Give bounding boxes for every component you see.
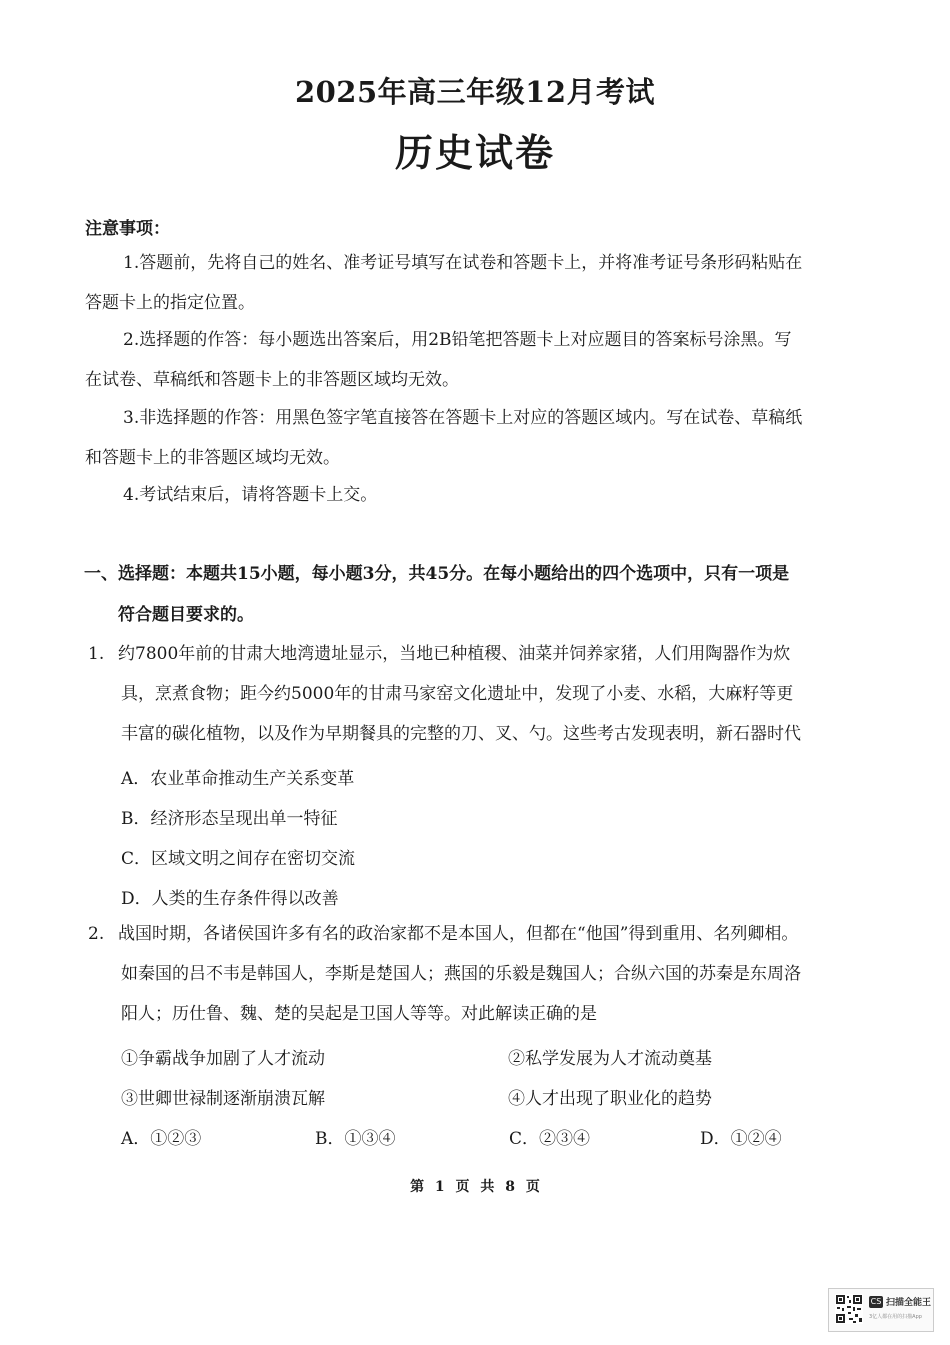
question-2-option-d[interactable]: D．①②④ (700, 1129, 782, 1149)
page-number: 第 1 页 共 8 页 (410, 1179, 540, 1195)
notice-item-2 (85, 320, 893, 400)
notice-item-1-line2: 答题卡上的指定位置。 (85, 293, 255, 313)
notice-item-1 (85, 243, 893, 323)
subject-title: 历史试卷 (394, 130, 555, 175)
section-heading (84, 554, 894, 636)
question-1-option-c[interactable]: C．区域文明之间存在密切交流 (121, 849, 356, 869)
question-2-statement-4: ④人才出现了职业化的趋势 (508, 1089, 712, 1109)
question-1-option-d[interactable]: D．人类的生存条件得以改善 (121, 889, 339, 909)
question-1-line2: 具，烹煮食物；距今约5000年的甘肃马家窑文化遗址中，发现了小麦、水稻，大麻籽等更 (121, 684, 794, 704)
notice-item-2-line1: 2.选择题的作答：每小题选出答案后，用2B铅笔把答题卡上对应题目的答案标号涂黑。写 (123, 330, 792, 350)
notice-item-4 (85, 475, 893, 515)
camscanner-logo-icon: CS (870, 1297, 882, 1306)
notice-item-1-line1: 1.答题前，先将自己的姓名、准考证号填写在试卷和答题卡上，并将准考证号条形码粘贴在 (123, 253, 803, 273)
question-1-line3: 丰富的碳化植物，以及作为早期餐具的完整的刀、叉、勺。这些考古发现表明，新石器时代 (121, 724, 801, 744)
question-1-line1: 约7800年前的甘肃大地湾遗址显示，当地已种植稷、油菜并饲养家猪，人们用陶器作为炊 (118, 644, 791, 664)
question-2-stem (88, 914, 894, 1034)
question-1-number: 1. (88, 644, 105, 664)
question-2-line2: 如秦国的吕不韦是韩国人，李斯是楚国人；燕国的乐毅是魏国人；合纵六国的苏秦是东周洛 (121, 964, 801, 984)
notice-item-2-line2: 在试卷、草稿纸和答题卡上的非答题区域均无效。 (85, 370, 459, 390)
question-2-option-a[interactable]: A．①②③ (121, 1129, 202, 1149)
question-1-option-a[interactable]: A．农业革命推动生产关系变革 (121, 769, 355, 789)
question-1-option-b[interactable]: B．经济形态呈现出单一特征 (121, 809, 338, 829)
camscanner-name: 扫描全能王 (886, 1298, 932, 1308)
question-2-line1: 战国时期，各诸侯国许多有名的政治家都不是本国人，但都在“他国”得到重用、名列卿相。 (118, 924, 799, 944)
question-2-option-b[interactable]: B．①③④ (315, 1129, 396, 1149)
camscanner-watermark (828, 1288, 934, 1332)
question-1-stem (88, 634, 894, 754)
notice-item-3-line2: 和答题卡上的非答题区域均无效。 (85, 448, 340, 468)
exam-title: 2025年高三年级12月考试 (294, 75, 656, 109)
question-2-line3: 阳人；历仕鲁、魏、楚的吴起是卫国人等等。对此解读正确的是 (121, 1004, 597, 1024)
section-heading-line2: 符合题目要求的。 (118, 605, 254, 625)
question-2-statement-2: ②私学发展为人才流动奠基 (508, 1049, 712, 1069)
question-2-option-c[interactable]: C．②③④ (509, 1129, 591, 1149)
question-2-statement-1: ①争霸战争加剧了人才流动 (121, 1049, 325, 1069)
qr-code-icon (835, 1294, 863, 1324)
section-heading-line1: 一、选择题：本题共15小题，每小题3分，共45分。在每小题给出的四个选项中，只有一项是 (84, 564, 790, 584)
notice-heading: 注意事项： (85, 219, 170, 239)
question-2-number: 2. (88, 924, 105, 944)
notice-item-4-line1: 4.考试结束后，请将答题卡上交。 (123, 485, 378, 505)
notice-item-3 (85, 398, 893, 478)
question-2-statement-3: ③世卿世禄制逐渐崩溃瓦解 (121, 1089, 325, 1109)
camscanner-tagline: 3亿人都在用的扫描App (869, 1314, 922, 1320)
notice-item-3-line1: 3.非选择题的作答：用黑色签字笔直接答在答题卡上对应的答题区域内。写在试卷、草稿纸 (123, 408, 803, 428)
